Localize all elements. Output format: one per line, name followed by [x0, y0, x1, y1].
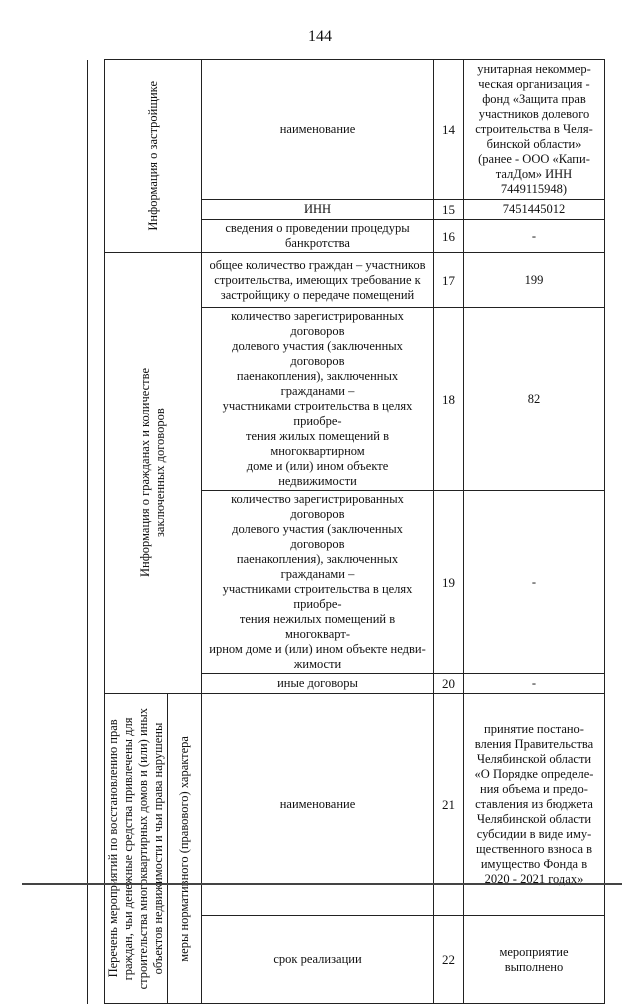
row-value: 82	[464, 308, 605, 491]
row-value: -	[464, 220, 605, 253]
row-label: срок реализации	[202, 916, 434, 1004]
row-number: 20	[434, 674, 464, 694]
margin-cell	[88, 694, 105, 1004]
row-number: 18	[434, 308, 464, 491]
row-value: 7451445012	[464, 200, 605, 220]
table-row	[88, 60, 605, 200]
row-label: ИНН	[202, 200, 434, 220]
row-label: общее количество граждан – участников строительства, имеющих требование к застройщику о передаче помещений	[202, 253, 434, 308]
row-number: 21	[434, 694, 464, 916]
row-value: 199	[464, 253, 605, 308]
table-row	[88, 253, 605, 308]
row-number: 15	[434, 200, 464, 220]
row-label: количество зарегистрированных договоров долевого участия (заключенных договоров паенакопления), заключенных гражданами – участниками строительства в целях приобре- тения нежилых помещений в многокварт- ирном доме и (или) ином объекте недви- жимости	[202, 491, 434, 674]
group-normative-measures: меры нормативного (правового) характера	[168, 694, 202, 1004]
row-number: 16	[434, 220, 464, 253]
row-number: 22	[434, 916, 464, 1004]
row-value: принятие постано- вления Правительства Челябинской области «О Порядке определе- ния объема и предо- ставления из бюджета Челябинской области субсидии в виде иму- щественного взноса в имущество Фонда в 2020 - 2021 годах»	[464, 694, 605, 916]
row-number: 19	[434, 491, 464, 674]
row-number: 14	[434, 60, 464, 200]
page-bottom-rule	[22, 883, 622, 885]
row-value: -	[464, 491, 605, 674]
row-number: 17	[434, 253, 464, 308]
group-citizens-info: Информация о гражданах и количестве заключенных договоров	[105, 253, 202, 694]
row-label: количество зарегистрированных договоров долевого участия (заключенных договоров паенакопления), заключенных гражданами – участниками строительства в целях приобре- тения жилых помещений в многоквартирном доме и (или) ином объекте недвижимости	[202, 308, 434, 491]
row-label: сведения о проведении процедуры банкротства	[202, 220, 434, 253]
row-label: иные договоры	[202, 674, 434, 694]
row-value: -	[464, 674, 605, 694]
page-number: 144	[308, 28, 332, 45]
group-measures-list: Перечень мероприятий по восстановлению прав граждан, чьи денежные средства привлечены для строительства многоквартирных домов и (или) иных объектов недвижимости и чьи права нарушены	[105, 694, 168, 1004]
margin-cell	[88, 253, 105, 694]
register-table	[87, 59, 605, 1004]
row-value: мероприятие выполнено	[464, 916, 605, 1004]
group-developer-info: Информация о застройщике	[105, 60, 202, 253]
row-label: наименование	[202, 694, 434, 916]
row-label: наименование	[202, 60, 434, 200]
row-value: унитарная некоммер- ческая организация - фонд «Защита прав участников долевого строительства в Челя- бинской области» (ранее - ООО «Капи- талДом» ИНН 7449115948)	[464, 60, 605, 200]
margin-cell	[88, 60, 105, 253]
